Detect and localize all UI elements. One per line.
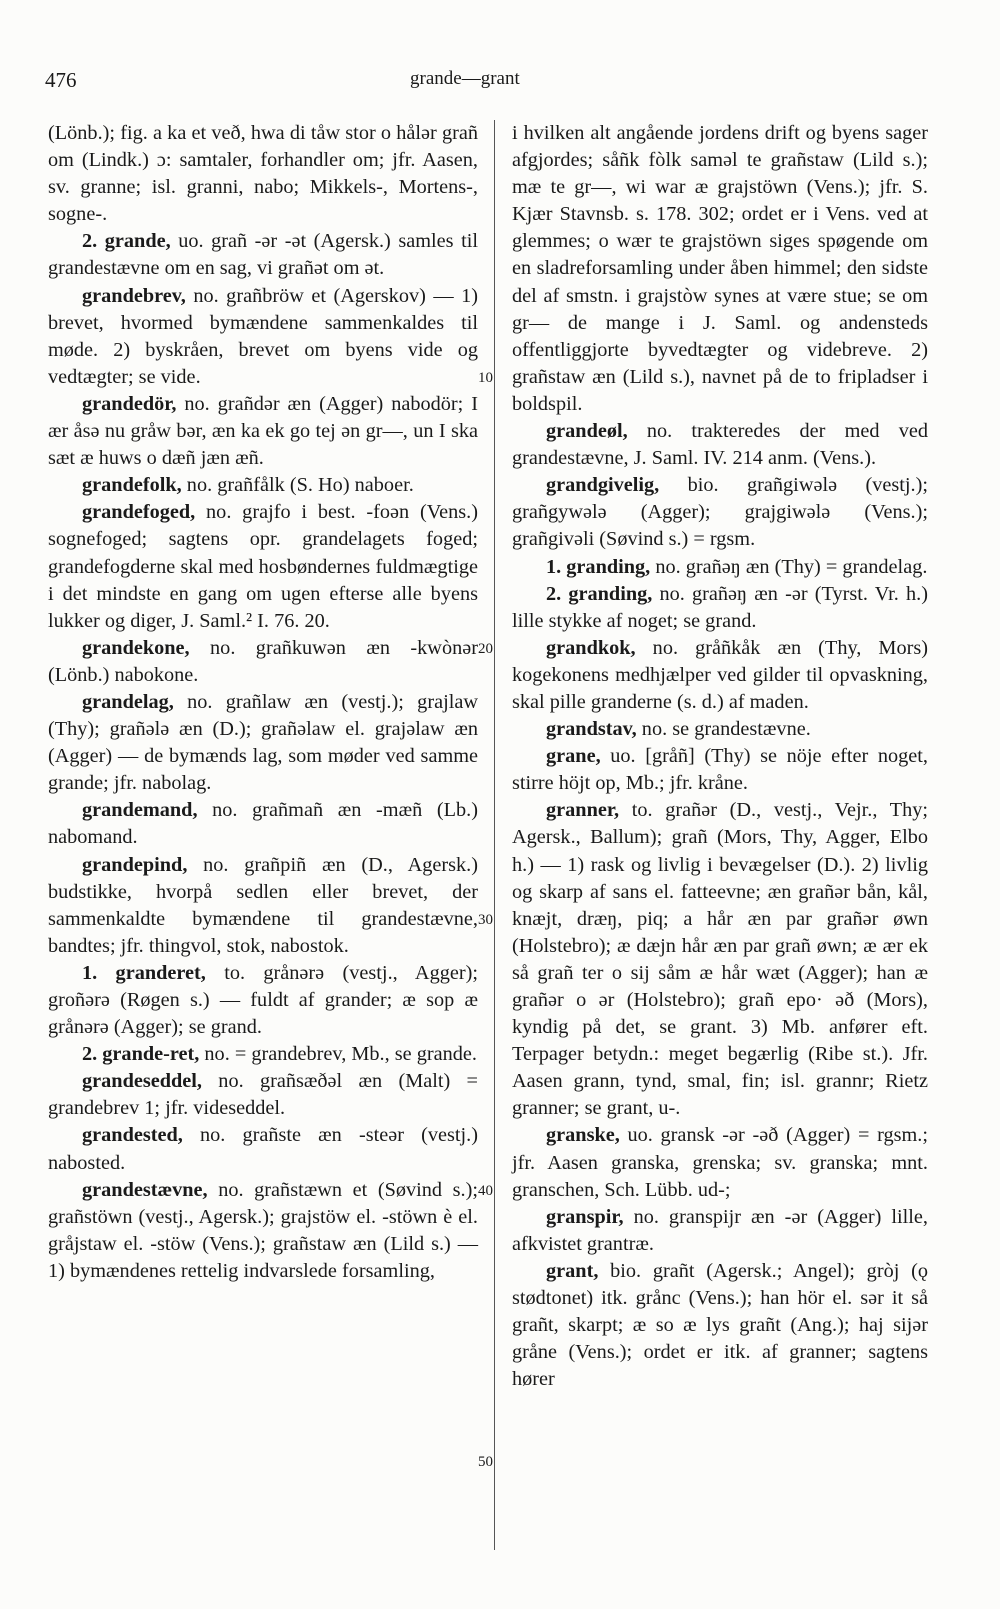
entry-text: no. se grandestævne. xyxy=(636,718,811,741)
entry-text: (Lönb.); fig. a ka et veð, hwa di tåw stor o hålər grañ om (Lindk.) ɔ: samtaler, forhandler om; jfr. Aasen, sv. granne; isl. granni, nabo; Mikkels-, Mortens-, sogne-. xyxy=(48,122,478,226)
entry-headword: grandestævne, xyxy=(82,1178,208,1201)
running-head: grande—grant xyxy=(410,68,520,89)
dictionary-entry xyxy=(512,716,928,743)
dictionary-entry xyxy=(48,960,478,1041)
entry-headword: grandkok, xyxy=(546,636,636,659)
margin-line-number: 20 xyxy=(478,640,493,657)
dictionary-entry xyxy=(48,120,478,228)
dictionary-entry xyxy=(48,689,478,797)
dictionary-entry xyxy=(512,472,928,553)
entry-headword: 1. granderet, xyxy=(82,961,206,984)
dictionary-entry xyxy=(48,1177,478,1285)
entry-headword: grandefolk, xyxy=(82,474,182,497)
dictionary-entry xyxy=(512,797,928,1122)
entry-text: uo. [gråñ] (Thy) se nöje efter noget, stirre höjt op, Mb.; jfr. kråne. xyxy=(512,745,928,795)
dictionary-entry xyxy=(512,120,928,418)
dictionary-entry xyxy=(512,635,928,716)
entry-text: uo. grañ -ər -ət (Agersk.) samles til grandestævne om en sag, vi grañət om ət. xyxy=(48,230,478,280)
entry-text: no. grañlaw æn (vestj.); grajlaw (Thy); grañələ æn (D.); grañəlaw el. grajəlaw æn (Agger) — de bymænds lag, som møder ved samme grande; jfr. nabolag. xyxy=(48,690,478,795)
dictionary-entry xyxy=(48,852,478,960)
entry-headword: grandeøl, xyxy=(546,420,628,443)
entry-text: no. grañkuwən æn -kwònər (Lönb.) nabokone. xyxy=(48,636,478,686)
dictionary-entry xyxy=(48,472,478,499)
entry-text: no. = grandebrev, Mb., se grande. xyxy=(199,1043,477,1066)
dictionary-entry xyxy=(48,228,478,282)
entry-text: no. grajfo i best. -foən (Vens.) sognefoged; sagtens opr. grandelagets foged; grandefogderne skal med hosbøndernes fuldmægtige i det mindste en gang om ugen efterse alle byens lukker og diger, J. Saml.² I. 76. 20. xyxy=(48,501,478,632)
dictionary-entry xyxy=(48,499,478,634)
entry-headword: 2. grande, xyxy=(82,230,171,253)
entry-text: no. grañəŋ æn -ər (Tyrst. Vr. h.) lille stykke af noget; se grand. xyxy=(512,582,928,632)
entry-text: no. grañste æn -steər (vestj.) nabosted. xyxy=(48,1124,478,1174)
entry-headword: 2. granding, xyxy=(546,582,653,605)
page-number: 476 xyxy=(45,68,77,92)
entry-headword: grandebrev, xyxy=(82,284,186,307)
dictionary-entry xyxy=(512,418,928,472)
entry-headword: 1. granding, xyxy=(546,555,651,578)
left-column xyxy=(48,120,478,1285)
entry-text: i hvilken alt angående jordens drift og byens sager afgjordes; såñk fòlk saməl te grañstaw (Lild s.); mæ te gr—, wi war æ grajstöwn (Vens.); jfr. S. Kjær Stavnsb. s. 178. 302; ordet er i Vens. ved at glemmes; o wær te grajstöwn siges spøgende om en sladreforsamling under åben himmel; den sidste del af smstn. i grajstòw synes at være stue; se om gr— de mange i J. Saml. og andensteds offentliggjorte byvedtægter og videbreve. 2) grañstaw æn (Lild s.), navnet på de to fripladser i boldspil. xyxy=(512,122,928,415)
margin-line-number: 40 xyxy=(478,1182,493,1199)
dictionary-entry xyxy=(512,1204,928,1258)
margin-line-number: 10 xyxy=(478,369,493,386)
dictionary-entry xyxy=(48,1041,478,1068)
entry-text: no. grañsæðəl æn (Malt) = grandebrev 1; jfr. videseddel. xyxy=(48,1070,478,1120)
entry-text: no. gråñkåk æn (Thy, Mors) kogekonens medhjælper ved gilder til opvaskning, skal pille granderne (s. d.) af maden. xyxy=(512,636,928,713)
entry-text: no. trakteredes der med ved grandestævne, J. Saml. IV. 214 anm. (Vens.). xyxy=(512,420,928,470)
dictionary-entry xyxy=(512,1258,928,1393)
entry-headword: grandekone, xyxy=(82,636,190,659)
entry-headword: grandedör, xyxy=(82,392,177,415)
entry-text: bio. grañgiwələ (vestj.); grañgywələ (Agger); grajgiwələ (Vens.); grañgivəli (Søvind s.) = rgsm. xyxy=(512,474,928,551)
entry-text: no. grañdər æn (Agger) nabodör; I ær åsə nu gråw bər, æn ka ek go tej ən gr—, un I ska sæt æ huws o dæñ jæn æñ. xyxy=(48,392,478,470)
entry-headword: grandepind, xyxy=(82,853,188,876)
entry-text: bio. grañt (Agersk.; Angel); gròj (ǫ stødtonet) itk. grånc (Vens.); han hör el. sər it så grañt, skarpt; æ so æ lys grañt (Ang.); haj sijər gråne (Vens.); ordet er itk. af granner; sagtens hører xyxy=(512,1259,928,1391)
entry-text: to. grañər (D., vestj., Vejr., Thy; Agersk., Ballum); grañ (Mors, Thy, Agger, Elbo h.) — 1) rask og livlig i bevægelser (D.). 2) livlig og skarp af sans el. fatteevne; æn grañər bån, kål, knæjt, dræŋ, piq; a hår æn par grañər øwn (Holstebro); æ dæjn hår æn par grañ øwn; æ ær ek så grañ ter o sij såm æ hår wæt (Agger); han æ grañər o ər (Holstebro); grañ epo· əð (Mors), kyndig på det, se grant. 3) Mb. anfører eft. Terpager betydn.: meget begærlig (Ribe st.). Jfr. Aasen grann, tynd, smal, fin; isl. grannr; Rietz granner; se grant, u-. xyxy=(512,799,928,1120)
entry-text: to. grånərə (vestj., Agger); groñərə (Røgen s.) — fuldt af grander; æ sop æ grånərə (Agger); se grand. xyxy=(48,961,478,1039)
dictionary-entry xyxy=(48,391,478,472)
entry-headword: granner, xyxy=(546,799,620,822)
dictionary-entry xyxy=(512,743,928,797)
entry-headword: granske, xyxy=(546,1124,620,1147)
margin-line-number: 50 xyxy=(478,1453,493,1470)
entry-headword: grandgivelig, xyxy=(546,474,660,497)
entry-headword: granspir, xyxy=(546,1205,624,1228)
entry-headword: grandeseddel, xyxy=(82,1070,203,1093)
right-column xyxy=(512,120,928,1393)
entry-text: no. grañfålk (S. Ho) naboer. xyxy=(181,474,414,497)
dictionary-entry xyxy=(48,635,478,689)
entry-headword: grandstav, xyxy=(546,718,637,741)
margin-line-number: 30 xyxy=(478,911,493,928)
entry-text: no. grañpiñ æn (D., Agersk.) budstikke, hvorpå sedlen eller brevet, der sammenkaldte bymændene til grandestævne, bandtes; jfr. thingvol, stok, nabostok. xyxy=(48,853,478,957)
dictionary-entry xyxy=(48,797,478,851)
dictionary-entry xyxy=(512,554,928,581)
entry-headword: grandelag, xyxy=(82,690,174,713)
entry-headword: grandefoged, xyxy=(82,501,196,524)
entry-text: no. grañmañ æn -mæñ (Lb.) nabomand. xyxy=(48,799,478,849)
entry-text: no. grañbröw et (Agerskov) — 1) brevet, hvormed bymændene sammenkaldes til møde. 2) byskråen, brevet om byens vide og vedtægter; se vide. xyxy=(48,284,478,388)
entry-text: no. grañəŋ æn (Thy) = grandelag. xyxy=(650,555,928,578)
entry-headword: 2. grande-ret, xyxy=(82,1043,200,1066)
entry-text: no. granspijr æn -ər (Agger) lille, afkvistet grantræ. xyxy=(512,1205,928,1255)
dictionary-entry xyxy=(48,1068,478,1122)
entry-text: uo. gransk -ər -əð (Agger) = rgsm.; jfr. Aasen granska, grenska; sv. granska; mnt. granschen, Sch. Lübb. ud-; xyxy=(512,1124,928,1201)
column-divider xyxy=(494,120,495,1550)
dictionary-entry xyxy=(512,1122,928,1203)
entry-text: no. grañstæwn et (Søvind s.); grañstöwn (vestj., Agersk.); grajstöw el. -stöwn è el. gråjstaw el. -stöw (Vens.); grañstaw æn (Lild s.) — 1) bymændenes rettelig indvarslede forsamling, xyxy=(48,1178,478,1282)
entry-headword: grandested, xyxy=(82,1124,183,1147)
dictionary-entry xyxy=(48,1122,478,1176)
entry-headword: grant, xyxy=(546,1259,599,1282)
dictionary-entry xyxy=(48,283,478,391)
dictionary-entry xyxy=(512,581,928,635)
entry-headword: grane, xyxy=(546,745,601,768)
entry-headword: grandemand, xyxy=(82,799,198,822)
